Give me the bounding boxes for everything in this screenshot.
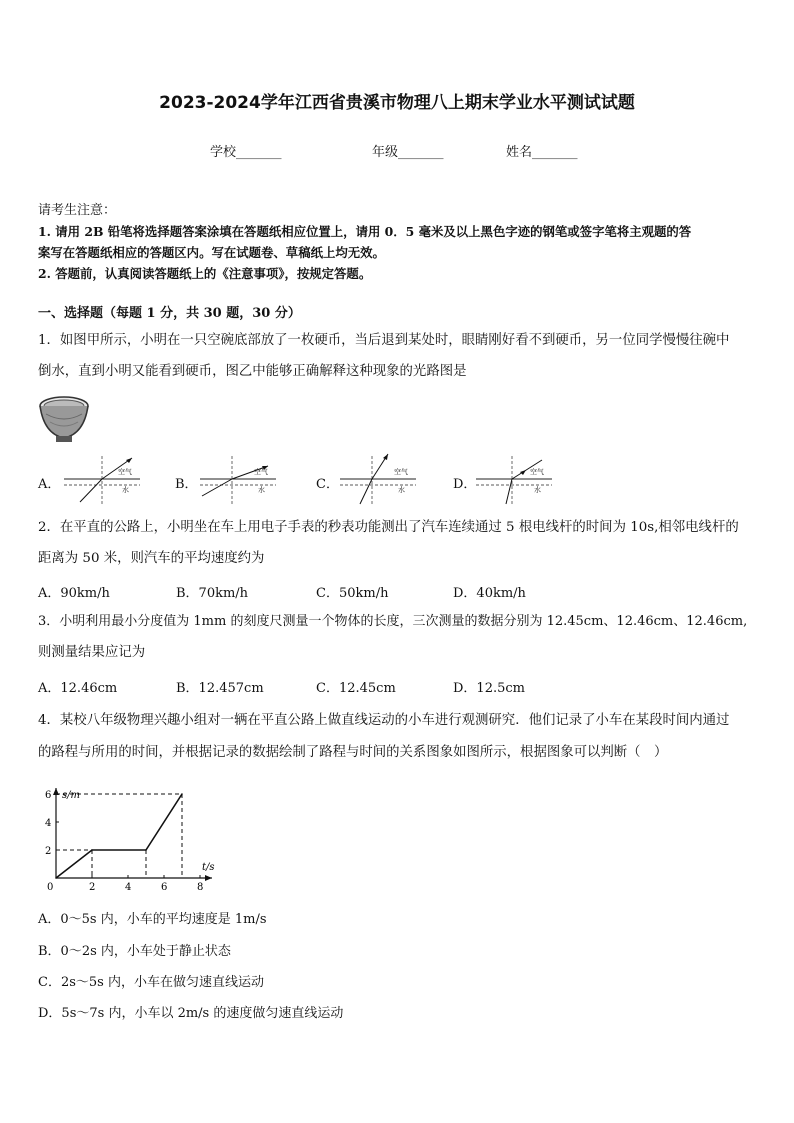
q3-line1: 3．小明利用最小分度值为 1mm 的刻度尺测量一个物体的长度，三次测量的数据分别为 12.45cm、12.46cm、12.46cm,: [38, 614, 748, 629]
y-tick-label: 2: [45, 846, 52, 857]
name-field: 姓名_______: [506, 145, 578, 160]
q1-option-c-diagram: [338, 452, 418, 506]
q1-option-d-label: D．: [453, 477, 477, 492]
q2-option-c: C．50km/h: [316, 586, 389, 601]
x-tick-label: 4: [125, 882, 132, 893]
q1-option-a-diagram: [62, 452, 142, 506]
q4-option-a: A．0～5s 内，小车的平均速度是 1m/s: [38, 912, 267, 927]
distance-time-chart: [40, 784, 220, 894]
x-tick-label: 8: [197, 882, 204, 893]
water-label: 水: [258, 486, 265, 494]
x-tick-label: 2: [89, 882, 96, 893]
air-label: 空气: [394, 468, 408, 476]
notice-item2: 2. 答题前，认真阅读答题纸上的《注意事项》，按规定答题。: [38, 266, 372, 281]
x-tick-label: 0: [47, 882, 54, 893]
bowl-image: [38, 394, 90, 446]
q1-option-a-label: A．: [38, 477, 61, 492]
q1-option-b-diagram: [198, 452, 278, 506]
x-axis-arrow: [205, 875, 212, 881]
q1-option-c-label: C．: [316, 477, 339, 492]
q3-option-c: C．12.45cm: [316, 681, 396, 696]
q2-line2: 距离为 50 米，则汽车的平均速度约为: [38, 551, 265, 566]
q2-option-d: D．40km/h: [453, 586, 526, 601]
q3-line2: 则测量结果应记为: [38, 645, 146, 660]
grade-field: 年级_______: [372, 145, 444, 160]
y-tick-label: 6: [45, 790, 52, 801]
notice-item1-line1: 1. 请用 2B 铅笔将选择题答案涂填在答题纸相应位置上，请用 0．5 毫米及以上黑色字迹的钢笔或签字笔将主观题的答: [38, 224, 692, 239]
q4-option-b: B．0～2s 内，小车处于静止状态: [38, 944, 231, 959]
data-point: [145, 849, 147, 851]
water-label: 水: [534, 486, 541, 494]
series-line: [56, 794, 182, 878]
water-label: 水: [398, 486, 405, 494]
data-point: [91, 849, 93, 851]
water-label: 水: [122, 486, 129, 494]
q1-option-b-label: B．: [175, 477, 198, 492]
q2-option-b: B．70km/h: [176, 586, 249, 601]
page-title: 2023-2024学年江西省贵溪市物理八上期末学业水平测试试题: [159, 93, 635, 113]
x-axis-label: t/s: [202, 862, 215, 873]
q4-option-c: C．2s～5s 内，小车在做匀速直线运动: [38, 975, 264, 990]
air-label: 空气: [254, 468, 268, 476]
q2-line1: 2．在平直的公路上，小明坐在车上用电子手表的秒表功能测出了汽车连续通过 5 根电线杆的时间为 10s,相邻电线杆的: [38, 520, 739, 535]
q1-line2: 倒水，直到小明又能看到硬币，图乙中能够正确解释这种现象的光路图是: [38, 364, 467, 379]
x-tick-label: 6: [161, 882, 168, 893]
y-tick-label: 4: [45, 818, 52, 829]
q4-line1: 4．某校八年级物理兴趣小组对一辆在平直公路上做直线运动的小车进行观测研究．他们记录了小车在某段时间内通过: [38, 713, 730, 728]
notice-heading: 请考生注意：: [38, 203, 117, 218]
air-label: 空气: [530, 468, 544, 476]
q4-line2: 的路程与所用的时间，并根据记录的数据绘制了路程与时间的关系图象如图所示，根据图象可以判断（ ）: [38, 745, 668, 760]
q4-option-d: D．5s～7s 内，小车以 2m/s 的速度做匀速直线运动: [38, 1006, 344, 1021]
data-point: [181, 793, 183, 795]
notice-item1-line2: 案写在答题纸相应的答题区内。写在试题卷、草稿纸上均无效。: [38, 245, 385, 260]
q3-option-b: B．12.457cm: [176, 681, 264, 696]
data-point: [55, 877, 57, 879]
q1-line1: 1．如图甲所示，小明在一只空碗底部放了一枚硬币，当后退到某处时，眼睛刚好看不到硬币，另一位同学慢慢往碗中: [38, 333, 730, 348]
q3-option-a: A．12.46cm: [38, 681, 118, 696]
section-heading: 一、选择题（每题 1 分，共 30 题，30 分）: [38, 306, 301, 321]
school-field: 学校_______: [210, 145, 282, 160]
y-axis-label: s/m: [62, 790, 80, 801]
q1-option-d-diagram: [474, 452, 554, 506]
air-label: 空气: [118, 468, 132, 476]
q2-option-a: A．90km/h: [38, 586, 110, 601]
q3-option-d: D．12.5cm: [453, 681, 525, 696]
